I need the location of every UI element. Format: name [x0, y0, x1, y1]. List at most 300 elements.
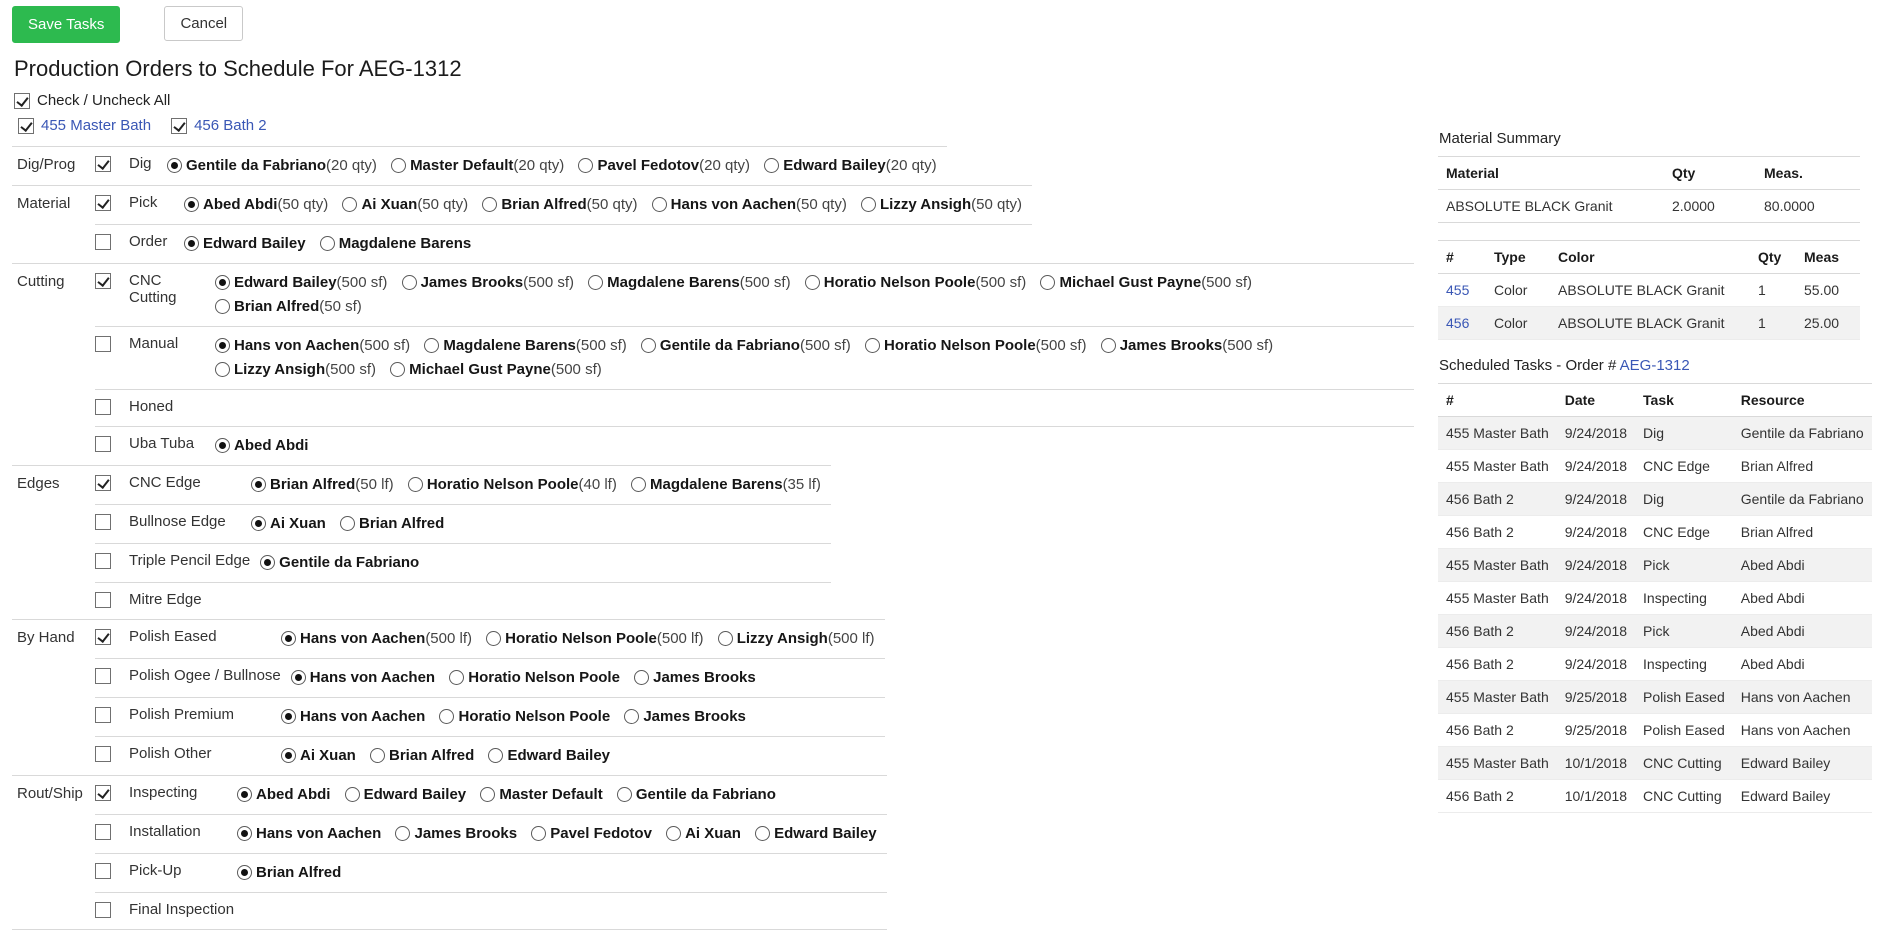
table-cell: 25.00	[1796, 307, 1860, 340]
resource-radio-option[interactable]	[215, 434, 308, 458]
task-row	[95, 224, 1032, 263]
resource-radio[interactable]	[861, 197, 876, 212]
resource-radio[interactable]	[281, 709, 296, 724]
table-cell: Abed Abdi	[1733, 582, 1872, 615]
task-checkbox[interactable]	[95, 399, 111, 415]
resource-options	[251, 473, 831, 497]
table-cell: ABSOLUTE BLACK Granit	[1550, 307, 1750, 340]
resource-radio[interactable]	[486, 631, 501, 646]
resource-radio[interactable]	[291, 670, 306, 685]
resource-name: Horatio Nelson Poole	[468, 669, 620, 686]
resource-radio[interactable]	[402, 275, 417, 290]
resource-name: Lizzy Ansigh	[234, 361, 326, 378]
resource-radio[interactable]	[260, 555, 275, 570]
resource-radio-option[interactable]	[370, 744, 474, 768]
resource-radio[interactable]	[237, 787, 252, 802]
task-row	[95, 466, 831, 504]
cancel-button[interactable]: Cancel	[164, 6, 243, 41]
resource-name: Lizzy Ansigh	[736, 630, 828, 647]
row-number-link[interactable]: 455	[1446, 282, 1470, 298]
table-cell: Polish Eased	[1635, 714, 1733, 747]
resource-name: Abed Abdi	[256, 786, 331, 803]
job-link[interactable]: 455 Master Bath	[41, 117, 152, 134]
task-checkbox-cell	[95, 334, 129, 356]
resource-name: Michael Gust Payne	[1059, 274, 1202, 291]
resource-radio[interactable]	[641, 338, 656, 353]
task-checkbox[interactable]	[95, 746, 111, 762]
table-cell: 9/24/2018	[1557, 450, 1635, 483]
task-row	[95, 776, 887, 814]
resource-name: Master Default	[410, 157, 514, 174]
table-row	[1438, 450, 1872, 483]
table-cell: Edward Bailey	[1733, 780, 1872, 813]
task-checkbox-cell	[95, 822, 129, 844]
table-row	[1438, 714, 1872, 747]
resource-radio[interactable]	[424, 338, 439, 353]
resource-radio-option[interactable]	[215, 295, 362, 319]
job-checkbox[interactable]	[18, 118, 34, 134]
table-row	[1438, 549, 1872, 582]
resource-qty: (500 lf)	[425, 630, 472, 647]
table-cell: Abed Abdi	[1733, 549, 1872, 582]
resource-radio-option[interactable]	[449, 666, 620, 690]
table-cell: Inspecting	[1635, 648, 1733, 681]
table-header-row	[1438, 157, 1860, 190]
table-row	[1438, 615, 1872, 648]
task-row	[95, 892, 887, 929]
resource-name: James Brooks	[420, 274, 524, 291]
task-checkbox[interactable]	[95, 475, 111, 491]
table-row	[1438, 307, 1860, 340]
table-cell: 10/1/2018	[1557, 747, 1635, 780]
row-number-link[interactable]: 456	[1446, 315, 1470, 331]
resource-name: Edward Bailey	[363, 786, 467, 803]
resource-radio-option[interactable]	[861, 193, 1022, 217]
save-tasks-button[interactable]: Save Tasks	[12, 6, 120, 43]
resource-radio[interactable]	[408, 477, 423, 492]
resource-radio-option[interactable]	[652, 193, 847, 217]
table-cell: Brian Alfred	[1733, 450, 1872, 483]
resource-radio[interactable]	[805, 275, 820, 290]
task-checkbox-cell	[95, 627, 129, 649]
job-checkbox[interactable]	[171, 118, 187, 134]
resource-qty: (50 qty)	[795, 196, 847, 213]
resource-qty: (500 sf)	[325, 361, 376, 378]
resource-options	[167, 154, 947, 178]
resource-radio[interactable]	[237, 865, 252, 880]
resource-name: Edward Bailey	[774, 825, 877, 842]
resource-radio[interactable]	[624, 709, 639, 724]
resource-radio[interactable]	[391, 158, 406, 173]
task-checkbox-cell	[95, 473, 129, 495]
resource-qty: (50 qty)	[971, 196, 1022, 213]
resource-radio-option[interactable]	[281, 705, 425, 729]
main-content	[12, 6, 1424, 930]
resource-radio[interactable]	[439, 709, 454, 724]
resource-radio-option[interactable]	[865, 334, 1087, 358]
resource-name: Pavel Fedotov	[550, 825, 652, 842]
task-checkbox-cell	[95, 590, 129, 612]
table-cell: ABSOLUTE BLACK Granit	[1438, 190, 1664, 223]
task-section	[12, 146, 947, 185]
task-label: Manual	[129, 335, 179, 352]
resource-radio-option[interactable]	[805, 271, 1027, 295]
resource-radio-option[interactable]	[390, 358, 602, 382]
column-header: Date	[1557, 384, 1635, 417]
resource-radio-option[interactable]	[588, 271, 790, 295]
resource-radio[interactable]	[320, 236, 335, 251]
resource-radio-option[interactable]	[281, 627, 472, 651]
resource-radio-option[interactable]	[1040, 271, 1252, 295]
column-header: Color	[1550, 241, 1750, 274]
resource-radio-option[interactable]	[408, 473, 617, 497]
task-row	[95, 426, 1414, 465]
task-row	[95, 697, 885, 736]
task-label: Honed	[129, 398, 174, 415]
resource-radio[interactable]	[865, 338, 880, 353]
table-cell: CNC Cutting	[1635, 747, 1733, 780]
resource-radio[interactable]	[718, 631, 733, 646]
task-label: Uba Tuba	[129, 435, 195, 452]
table-row	[1438, 417, 1872, 450]
column-header: Type	[1486, 241, 1550, 274]
resource-radio-option[interactable]	[320, 232, 472, 256]
resource-options	[281, 744, 885, 768]
resource-qty: (500 sf)	[359, 337, 411, 354]
resource-radio-option[interactable]	[260, 551, 419, 575]
table-cell: CNC Cutting	[1635, 780, 1733, 813]
task-label: Mitre Edge	[129, 591, 202, 608]
resource-radio-option[interactable]	[486, 627, 703, 651]
resource-name: Hans von Aachen	[309, 669, 436, 686]
resource-radio-option[interactable]	[578, 154, 750, 178]
task-row	[95, 582, 831, 619]
task-row	[95, 389, 1414, 426]
resource-radio-option[interactable]	[291, 666, 435, 690]
table-cell: 80.0000	[1756, 190, 1860, 223]
resource-options	[215, 271, 1414, 319]
resource-radio-option[interactable]	[631, 473, 821, 497]
resource-radio-option[interactable]	[184, 232, 306, 256]
task-section	[12, 465, 831, 619]
resource-name: Ai Xuan	[270, 515, 326, 532]
resource-radio[interactable]	[281, 631, 296, 646]
table-cell: Brian Alfred	[1733, 516, 1872, 549]
resource-radio[interactable]	[480, 787, 495, 802]
resource-name: Gentile da Fabriano	[635, 786, 776, 803]
resource-radio-option[interactable]	[764, 154, 936, 178]
task-section	[12, 185, 1032, 263]
resource-radio-option[interactable]	[345, 783, 467, 807]
task-checkbox[interactable]	[95, 629, 111, 645]
resource-radio[interactable]	[634, 670, 649, 685]
resource-radio-option[interactable]	[402, 271, 574, 295]
task-checkbox[interactable]	[95, 553, 111, 569]
resource-options	[237, 822, 887, 846]
resource-radio-option[interactable]	[237, 861, 341, 885]
task-checkbox[interactable]	[95, 514, 111, 530]
resource-name: Lizzy Ansigh	[880, 196, 972, 213]
resource-radio-option[interactable]	[251, 473, 394, 497]
resource-radio-option[interactable]	[167, 154, 377, 178]
resource-radio-option[interactable]	[1101, 334, 1273, 358]
resource-radio[interactable]	[184, 197, 199, 212]
resource-radio[interactable]	[251, 477, 266, 492]
resource-radio[interactable]	[764, 158, 779, 173]
resource-qty: (500 lf)	[656, 630, 704, 647]
resource-radio-option[interactable]	[488, 744, 610, 768]
resource-radio[interactable]	[184, 236, 199, 251]
resource-radio-option[interactable]	[641, 334, 851, 358]
task-row	[95, 543, 831, 582]
resource-name: Master Default	[499, 786, 603, 803]
resource-radio-option[interactable]	[391, 154, 564, 178]
task-group-label: Edges	[17, 475, 60, 492]
task-label: Order	[129, 233, 168, 250]
resource-name: Horatio Nelson Poole	[883, 337, 1036, 354]
resource-name: Michael Gust Payne	[409, 361, 551, 378]
resource-qty: (500 sf)	[799, 337, 851, 354]
task-checkbox[interactable]	[95, 707, 111, 723]
check-all-label: Check / Uncheck All	[37, 92, 171, 109]
resource-name: Magdalene Barens	[443, 337, 576, 354]
resource-radio[interactable]	[345, 787, 360, 802]
check-uncheck-all[interactable]	[14, 92, 1424, 109]
table-row	[1438, 516, 1872, 549]
task-label: Triple Pencil Edge	[129, 552, 251, 569]
resource-radio-option[interactable]	[342, 193, 468, 217]
resource-qty: (500 sf)	[336, 274, 388, 291]
resource-radio-option[interactable]	[395, 822, 517, 846]
table-cell: 9/24/2018	[1557, 483, 1635, 516]
resource-radio[interactable]	[251, 516, 266, 531]
task-label: Inspecting	[129, 784, 198, 801]
resource-name: Hans von Aachen	[256, 825, 382, 842]
task-checkbox[interactable]	[95, 436, 111, 452]
task-group-label: Rout/Ship	[17, 785, 83, 802]
resource-radio-option[interactable]	[634, 666, 756, 690]
table-cell: 455 Master Bath	[1438, 450, 1557, 483]
table-cell: 9/24/2018	[1557, 648, 1635, 681]
resource-name: Magdalene Barens	[650, 476, 783, 493]
table-cell: 455 Master Bath	[1438, 417, 1557, 450]
resource-radio[interactable]	[395, 826, 410, 841]
resource-radio[interactable]	[237, 826, 252, 841]
resource-name: Horatio Nelson Poole	[823, 274, 976, 291]
table-cell: Pick	[1635, 549, 1733, 582]
column-header: #	[1438, 241, 1486, 274]
task-sections	[12, 146, 1424, 930]
job-link[interactable]: 456 Bath 2	[194, 117, 267, 134]
task-row	[95, 658, 885, 697]
resource-radio-option[interactable]	[237, 822, 381, 846]
resource-name: Pavel Fedotov	[597, 157, 700, 174]
task-section-rows	[95, 620, 885, 775]
resource-radio-option[interactable]	[439, 705, 610, 729]
resource-radio-option[interactable]	[624, 705, 746, 729]
resource-radio[interactable]	[578, 158, 593, 173]
resource-name: Brian Alfred	[270, 476, 356, 493]
task-label: Polish Ogee / Bullnose	[129, 667, 281, 684]
task-label: Pick-Up	[129, 862, 182, 879]
task-checkbox-cell	[95, 705, 129, 727]
resource-radio[interactable]	[215, 338, 230, 353]
resource-radio-option[interactable]	[755, 822, 877, 846]
table-header-row	[1438, 241, 1860, 274]
resource-qty: (500 sf)	[550, 361, 602, 378]
task-section-rows	[95, 776, 887, 929]
table-cell: 1	[1750, 307, 1796, 340]
table-cell: 2.0000	[1664, 190, 1756, 223]
resource-radio[interactable]	[390, 362, 405, 377]
material-summary-table	[1438, 156, 1860, 223]
task-checkbox[interactable]	[95, 863, 111, 879]
resource-radio[interactable]	[631, 477, 646, 492]
task-checkbox-cell	[95, 397, 129, 419]
resource-radio-option[interactable]	[666, 822, 741, 846]
resource-radio-option[interactable]	[531, 822, 652, 846]
resource-qty: (50 qty)	[586, 196, 638, 213]
resource-options	[291, 666, 885, 690]
column-header: Task	[1635, 384, 1733, 417]
resource-radio[interactable]	[340, 516, 355, 531]
resource-radio-option[interactable]	[340, 512, 444, 536]
resource-radio-option[interactable]	[251, 512, 326, 536]
task-row	[95, 147, 947, 185]
task-row	[95, 814, 887, 853]
task-checkbox[interactable]	[95, 195, 111, 211]
task-checkbox-cell	[95, 271, 129, 293]
resource-radio[interactable]	[167, 158, 182, 173]
table-cell: 455 Master Bath	[1438, 582, 1557, 615]
resource-radio[interactable]	[370, 748, 385, 763]
table-cell: 1	[1750, 274, 1796, 307]
resource-radio[interactable]	[449, 670, 464, 685]
task-section-rows	[95, 147, 947, 185]
task-checkbox[interactable]	[95, 785, 111, 801]
table-cell: Hans von Aachen	[1733, 714, 1872, 747]
resource-options	[184, 232, 1032, 256]
task-row	[95, 504, 831, 543]
task-label: CNC Edge	[129, 474, 201, 491]
resource-name: James Brooks	[653, 669, 756, 686]
resource-radio-option[interactable]	[718, 627, 875, 651]
resource-name: Hans von Aachen	[670, 196, 796, 213]
order-number-link[interactable]: AEG-1312	[1619, 357, 1690, 374]
resource-qty: (500 lf)	[827, 630, 875, 647]
task-checkbox[interactable]	[95, 234, 111, 250]
resource-options	[281, 627, 885, 651]
resource-qty: (20 qty)	[513, 157, 565, 174]
table-header-row	[1438, 384, 1872, 417]
task-checkbox[interactable]	[95, 592, 111, 608]
check-all-checkbox[interactable]	[14, 93, 30, 109]
task-checkbox[interactable]	[95, 902, 111, 918]
resource-name: Hans von Aachen	[300, 708, 426, 725]
resource-radio-option[interactable]	[281, 744, 356, 768]
resource-radio[interactable]	[1040, 275, 1055, 290]
table-cell: Gentile da Fabriano	[1733, 417, 1872, 450]
resource-radio[interactable]	[281, 748, 296, 763]
resource-name: Abed Abdi	[234, 437, 309, 454]
job-checkbox-item[interactable]	[18, 117, 151, 134]
resource-qty: (20 qty)	[885, 157, 937, 174]
task-checkbox[interactable]	[95, 824, 111, 840]
task-label: Polish Eased	[129, 628, 217, 645]
resource-radio[interactable]	[215, 362, 230, 377]
resource-radio[interactable]	[482, 197, 497, 212]
resource-name: Edward Bailey	[783, 157, 886, 174]
table-cell: 456 Bath 2	[1438, 648, 1557, 681]
resource-qty: (20 qty)	[699, 157, 751, 174]
resource-radio[interactable]	[342, 197, 357, 212]
task-row	[95, 326, 1414, 389]
task-checkbox[interactable]	[95, 273, 111, 289]
resource-radio-option[interactable]	[215, 358, 376, 382]
resource-qty: (500 sf)	[523, 274, 574, 291]
resource-radio[interactable]	[215, 438, 230, 453]
resource-qty: (50 qty)	[417, 196, 469, 213]
task-checkbox[interactable]	[95, 156, 111, 172]
resource-name: Edward Bailey	[507, 747, 611, 764]
resource-name: Brian Alfred	[359, 515, 445, 532]
resource-radio-option[interactable]	[482, 193, 637, 217]
task-checkbox[interactable]	[95, 336, 111, 352]
task-checkbox-cell	[95, 551, 129, 573]
resource-radio[interactable]	[215, 275, 230, 290]
table-cell: Pick	[1635, 615, 1733, 648]
resource-name: James Brooks	[414, 825, 518, 842]
task-group-label: Material	[17, 195, 71, 212]
resource-radio-option[interactable]	[480, 783, 602, 807]
resource-radio[interactable]	[666, 826, 681, 841]
resource-radio-option[interactable]	[237, 783, 330, 807]
resource-radio-option[interactable]	[215, 271, 387, 295]
table-row	[1438, 681, 1872, 714]
resource-radio[interactable]	[652, 197, 667, 212]
table-cell	[1438, 274, 1486, 307]
resource-qty: (50 sf)	[319, 298, 362, 315]
task-label: CNC Cutting	[129, 272, 177, 306]
resource-radio[interactable]	[1101, 338, 1116, 353]
resource-qty: (500 sf)	[1222, 337, 1274, 354]
resource-radio[interactable]	[588, 275, 603, 290]
job-checkbox-item[interactable]	[171, 117, 267, 134]
task-checkbox[interactable]	[95, 668, 111, 684]
resource-radio[interactable]	[755, 826, 770, 841]
resource-radio-option[interactable]	[215, 334, 410, 358]
resource-name: Ai Xuan	[685, 825, 741, 842]
resource-radio[interactable]	[531, 826, 546, 841]
resource-radio[interactable]	[617, 787, 632, 802]
resource-name: Gentile da Fabriano	[279, 554, 420, 571]
table-cell: 55.00	[1796, 274, 1860, 307]
task-row	[95, 264, 1414, 326]
resource-name: Abed Abdi	[203, 196, 278, 213]
table-cell: Edward Bailey	[1733, 747, 1872, 780]
page-title: Production Orders to Schedule For AEG-1312	[14, 56, 462, 81]
table-cell: 9/24/2018	[1557, 549, 1635, 582]
table-cell: 9/25/2018	[1557, 681, 1635, 714]
resource-radio[interactable]	[488, 748, 503, 763]
resource-radio-option[interactable]	[617, 783, 776, 807]
table-cell: 9/24/2018	[1557, 417, 1635, 450]
resource-qty: (500 sf)	[1201, 274, 1253, 291]
table-cell: 9/24/2018	[1557, 582, 1635, 615]
resource-radio-option[interactable]	[184, 193, 328, 217]
resource-radio[interactable]	[215, 299, 230, 314]
resource-radio-option[interactable]	[424, 334, 626, 358]
